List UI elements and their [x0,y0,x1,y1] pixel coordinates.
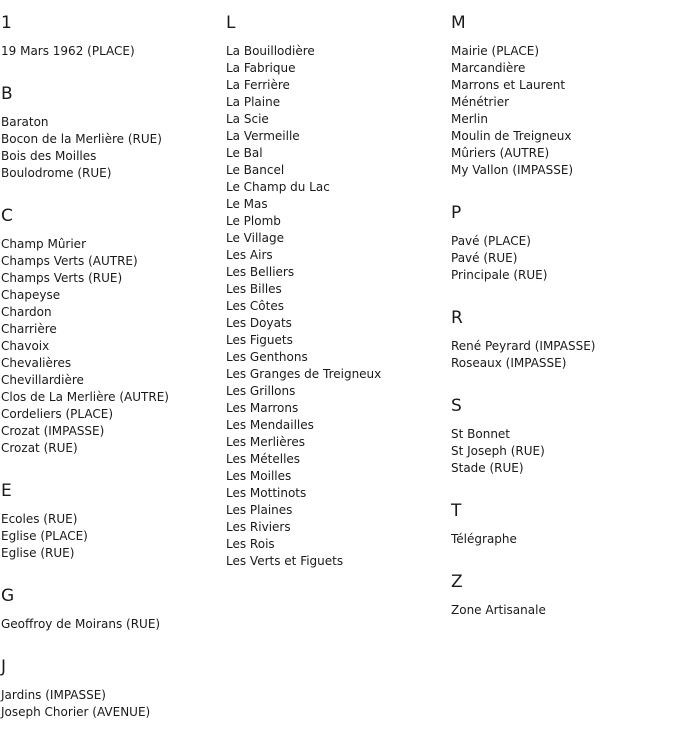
street-link[interactable]: Ménétrier [451,95,510,109]
letter-heading: E [1,481,12,501]
letter-heading: R [451,308,463,328]
street-list-item [1,253,221,270]
street-link[interactable]: Champ Mûrier [1,237,87,251]
letter-group [1,84,221,182]
street-list-item [451,443,671,460]
letter-heading: G [1,586,15,606]
street-list-item [1,270,221,287]
street-list-item [1,440,221,457]
street-list-item [226,315,446,332]
street-link[interactable]: Merlin [451,112,488,126]
street-list-item [451,460,671,477]
street-list-item [451,602,671,619]
street-list-item [226,553,446,570]
street-link[interactable]: Chapeyse [1,288,61,302]
letter-group [451,203,671,284]
street-link[interactable]: René Peyrard (IMPASSE) [451,339,596,353]
letter-group [1,13,221,60]
street-list-item [451,233,671,250]
street-list-item [226,332,446,349]
letter-group [1,206,221,457]
street-list-item [226,128,446,145]
street-list-item [1,704,221,721]
street-list-item [1,321,221,338]
street-list-item [226,298,446,315]
street-list-item [1,165,221,182]
street-link[interactable]: Pavé (PLACE) [451,234,531,248]
letter-heading: B [1,84,13,104]
letter-heading: S [451,396,462,416]
street-link[interactable]: Moulin de Treigneux [451,129,572,143]
street-link[interactable]: Les Airs [226,248,273,262]
letter-group [451,308,671,372]
street-list [226,43,446,570]
street-list-item [1,616,221,633]
street-list-item [226,536,446,553]
street-link[interactable]: Les Plaines [226,503,293,517]
street-link[interactable]: Les Verts et Figuets [226,554,344,568]
street-link[interactable]: My Vallon (IMPASSE) [451,163,574,177]
street-link[interactable]: Zone Artisanale [451,603,546,617]
street-list-item [1,511,221,528]
street-link[interactable]: Chevalières [1,356,72,370]
street-link[interactable]: Les Rois [226,537,275,551]
street-list-item [451,338,671,355]
street-link[interactable]: Marcandière [451,61,526,75]
street-link[interactable]: La Fabrique [226,61,296,75]
letter-group [451,572,671,619]
letter-group [451,396,671,477]
street-link[interactable]: Crozat (RUE) [1,441,78,455]
street-link[interactable]: Les Belliers [226,265,295,279]
letter-group [451,13,671,179]
street-list-item [1,528,221,545]
street-list-item [451,60,671,77]
letter-heading: 1 [1,13,12,33]
street-link[interactable]: Les Grillons [226,384,296,398]
street-link[interactable]: Les Mendailles [226,418,314,432]
street-link[interactable]: Baraton [1,115,49,129]
street-link[interactable]: Champs Verts (AUTRE) [1,254,138,268]
street-link[interactable]: Les Moilles [226,469,292,483]
street-list [451,233,671,284]
street-list-item [226,502,446,519]
street-list-item [451,250,671,267]
street-link[interactable]: Le Plomb [226,214,281,228]
street-link[interactable]: Eglise (RUE) [1,546,75,560]
street-link[interactable]: Les Côtes [226,299,284,313]
street-list-item [451,77,671,94]
street-list-item [226,383,446,400]
street-link[interactable]: La Vermeille [226,129,300,143]
street-link[interactable]: Charrière [1,322,57,336]
street-list-item [1,389,221,406]
street-link[interactable]: Stade (RUE) [451,461,524,475]
street-list-item [226,281,446,298]
street-link[interactable]: Les Figuets [226,333,293,347]
street-link[interactable]: Le Bal [226,146,263,160]
street-link[interactable]: Le Bancel [226,163,285,177]
letter-group [1,657,221,721]
street-link[interactable]: Télégraphe [451,532,517,546]
street-list [451,602,671,619]
street-link[interactable]: Pavé (RUE) [451,251,518,265]
street-link[interactable]: Joseph Chorier (AVENUE) [1,705,151,719]
letter-heading: C [1,206,13,226]
street-list-item [1,304,221,321]
street-list [1,114,221,182]
index-column-1 [1,0,221,721]
street-list [451,531,671,548]
street-list-item [226,230,446,247]
street-list [1,616,221,633]
street-link[interactable]: Jardins (IMPASSE) [1,688,106,702]
street-link[interactable]: Marrons et Laurent [451,78,566,92]
street-link[interactable]: Les Mottinots [226,486,307,500]
street-link[interactable]: St Joseph (RUE) [451,444,545,458]
street-list-item [451,128,671,145]
street-list-item [226,111,446,128]
street-list-item [226,179,446,196]
street-list [451,338,671,372]
index-column-2 [226,0,446,570]
street-list-item [1,545,221,562]
street-list-item [226,485,446,502]
street-link[interactable]: Les Billes [226,282,282,296]
street-list-item [451,111,671,128]
street-list-item [226,519,446,536]
street-link[interactable]: Les Merlières [226,435,305,449]
street-link[interactable]: Ecoles (RUE) [1,512,78,526]
street-list-item [451,94,671,111]
street-link[interactable]: Roseaux (IMPASSE) [451,356,567,370]
street-link[interactable]: Mûriers (AUTRE) [451,146,550,160]
street-list-item [1,406,221,423]
street-list-item [1,687,221,704]
street-link[interactable]: Les Mételles [226,452,301,466]
street-list-item [1,43,221,60]
street-list-item [226,145,446,162]
street-list-item [451,162,671,179]
street-link[interactable]: Bois des Moilles [1,149,97,163]
street-list-item [451,267,671,284]
letter-heading: T [451,501,462,521]
street-link[interactable]: Les Marrons [226,401,299,415]
street-link[interactable]: Clos de La Merlière (AUTRE) [1,390,169,404]
letter-group [1,481,221,562]
street-link[interactable]: Chevillardière [1,373,84,387]
street-list-item [1,355,221,372]
street-list-item [226,434,446,451]
street-link[interactable]: La Ferrière [226,78,290,92]
street-list-item [226,468,446,485]
street-list-item [1,287,221,304]
street-list-item [226,451,446,468]
street-list-item [1,423,221,440]
street-link[interactable]: Le Village [226,231,284,245]
street-link[interactable]: La Bouillodière [226,44,315,58]
street-link[interactable]: Les Granges de Treigneux [226,367,382,381]
street-list [1,43,221,60]
street-list-item [226,366,446,383]
street-list-item [226,213,446,230]
street-list-item [1,338,221,355]
street-list-item [226,43,446,60]
street-list-item [226,162,446,179]
street-list-item [226,400,446,417]
letter-heading: P [451,203,462,223]
street-list-item [451,145,671,162]
street-link[interactable]: Eglise (PLACE) [1,529,88,543]
street-link[interactable]: Champs Verts (RUE) [1,271,123,285]
street-link[interactable]: Les Doyats [226,316,292,330]
street-list [451,426,671,477]
street-list-item [226,247,446,264]
street-link[interactable]: La Plaine [226,95,281,109]
street-link[interactable]: Le Mas [226,197,268,211]
street-list-item [451,531,671,548]
street-link[interactable]: Le Champ du Lac [226,180,330,194]
street-list [1,687,221,721]
street-list [1,511,221,562]
letter-group [1,586,221,633]
street-list-item [226,94,446,111]
letter-group [451,501,671,548]
street-link[interactable]: La Scie [226,112,269,126]
street-link[interactable]: Les Riviers [226,520,291,534]
street-link[interactable]: Chardon [1,305,52,319]
street-list [1,236,221,457]
street-list-item [451,426,671,443]
street-link[interactable]: Crozat (IMPASSE) [1,424,105,438]
street-list-item [226,77,446,94]
street-list-item [1,114,221,131]
street-list-item [451,355,671,372]
letter-heading: Z [451,572,463,592]
street-link[interactable]: Principale (RUE) [451,268,548,282]
street-link[interactable]: 19 Mars 1962 (PLACE) [1,44,135,58]
street-link[interactable]: St Bonnet [451,427,511,441]
letter-heading: M [451,13,466,33]
street-list-item [226,264,446,281]
street-link[interactable]: Mairie (PLACE) [451,44,540,58]
street-link[interactable]: Chavoix [1,339,50,353]
index-column-3 [451,0,671,619]
street-list-item [226,60,446,77]
street-list-item [226,196,446,213]
letter-heading: L [226,13,236,33]
street-list-item [1,148,221,165]
street-list-item [1,131,221,148]
street-link[interactable]: Cordeliers (PLACE) [1,407,114,421]
street-link[interactable]: Boulodrome (RUE) [1,166,112,180]
street-link[interactable]: Geoffroy de Moirans (RUE) [1,617,161,631]
street-link[interactable]: Bocon de la Merlière (RUE) [1,132,162,146]
street-list-item [226,417,446,434]
street-list-item [1,236,221,253]
letter-heading: J [1,657,7,677]
street-list [451,43,671,179]
street-link[interactable]: Les Genthons [226,350,308,364]
street-list-item [1,372,221,389]
letter-group [226,13,446,570]
street-list-item [226,349,446,366]
street-list-item [451,43,671,60]
